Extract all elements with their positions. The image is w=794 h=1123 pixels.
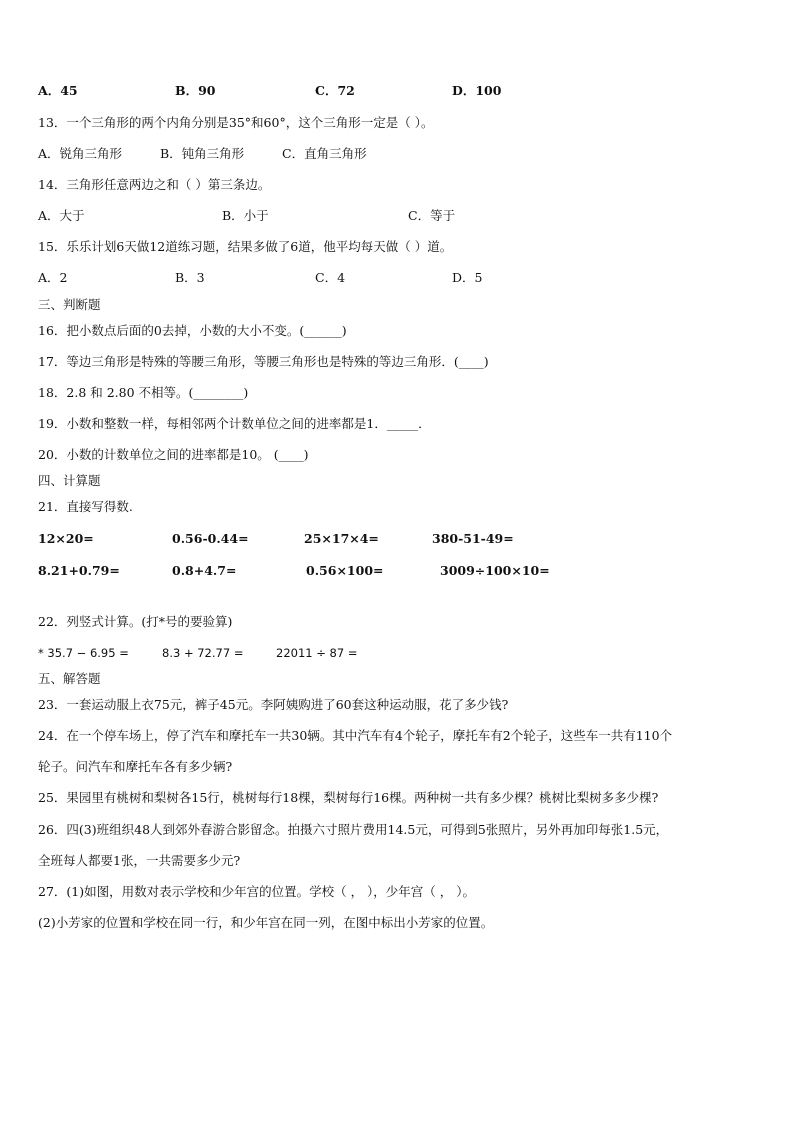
q21-expr: 0.56-0.44= <box>172 531 249 546</box>
q13-stem: 13．一个三角形的两个内角分别是35°和60°，这个三角形一定是（ ）。 <box>38 115 434 130</box>
q21-expr: 0.8+4.7= <box>172 563 237 578</box>
q15-option-c: C．4 <box>315 270 346 285</box>
q21-expr: 380-51-49= <box>432 531 514 546</box>
q14-stem: 14．三角形任意两边之和（ ）第三条边。 <box>38 177 271 192</box>
q12-option-d: D．100 <box>452 83 502 98</box>
q21-expr: 3009÷100×10= <box>440 563 550 578</box>
q13-option-a: A．锐角三角形 <box>38 146 123 161</box>
section-3-heading: 三、判断题 <box>38 297 101 312</box>
section-5-heading: 五、解答题 <box>38 671 101 686</box>
q21-expr: 0.56×100= <box>306 563 384 578</box>
q22-item: 22011 ÷ 87 = <box>276 646 358 660</box>
q15-option-a: A．2 <box>38 270 68 285</box>
q14-option-b: B．小于 <box>222 208 269 223</box>
q12-option-a: A．45 <box>38 83 78 98</box>
q20: 20．小数的计数单位之间的进率都是10。 (____) <box>38 447 309 462</box>
q13-option-c: C．直角三角形 <box>282 146 367 161</box>
q21-expr: 8.21+0.79= <box>38 563 120 578</box>
q15-option-d: D．5 <box>452 270 483 285</box>
q21-expr: 25×17×4= <box>304 531 379 546</box>
q13-option-b: B．钝角三角形 <box>160 146 245 161</box>
q27-part-1: 27．(1)如图，用数对表示学校和少年宫的位置。学校（ ， ），少年宫（ ， ）。 <box>38 884 476 899</box>
q22-item: * 35.7 − 6.95 = <box>38 646 129 660</box>
q17: 17．等边三角形是特殊的等腰三角形，等腰三角形也是特殊的等边三角形．(____) <box>38 354 489 369</box>
q25: 25．果园里有桃树和梨树各15行，桃树每行18棵，梨树每行16棵。两种树一共有多少棵？桃树比梨树多多少棵? <box>38 790 659 805</box>
q15-option-b: B．3 <box>175 270 205 285</box>
q19: 19．小数和整数一样，每相邻两个计数单位之间的进率都是1．_____． <box>38 416 431 431</box>
q22-stem: 22．列竖式计算。(打*号的要验算) <box>38 614 233 629</box>
q15-stem: 15．乐乐计划6天做12道练习题，结果多做了6道，他平均每天做（ ）道。 <box>38 239 453 254</box>
q21-stem: 21．直接写得数. <box>38 499 133 514</box>
q22-item: 8.3 + 72.77 = <box>162 646 244 660</box>
q27-part-2: (2)小芳家的位置和学校在同一行，和少年宫在同一列，在图中标出小芳家的位置。 <box>38 915 494 930</box>
q26-line-1: 26．四(3)班组织48人到郊外春游合影留念。拍摄六寸照片费用14.5元，可得到5张照片，另外再加印每张1.5元， <box>38 822 669 837</box>
q24-line-1: 24．在一个停车场上，停了汽车和摩托车一共30辆。其中汽车有4个轮子，摩托车有2个轮子，这些车一共有110个 <box>38 728 673 743</box>
q23: 23．一套运动服上衣75元，裤子45元。李阿姨购进了60套这种运动服，花了多少钱? <box>38 697 509 712</box>
q12-option-b: B．90 <box>175 83 216 98</box>
q21-expr: 12×20= <box>38 531 94 546</box>
q16: 16．把小数点后面的0去掉，小数的大小不变。(______) <box>38 323 347 338</box>
q24-line-2: 轮子。问汽车和摩托车各有多少辆? <box>38 759 233 774</box>
q12-option-c: C．72 <box>315 83 355 98</box>
q18: 18．2.8 和 2.80 不相等。(________) <box>38 385 249 400</box>
q14-option-a: A．大于 <box>38 208 85 223</box>
q26-line-2: 全班每人都要1张，一共需要多少元? <box>38 853 241 868</box>
q14-option-c: C．等于 <box>408 208 456 223</box>
section-4-heading: 四、计算题 <box>38 473 101 488</box>
